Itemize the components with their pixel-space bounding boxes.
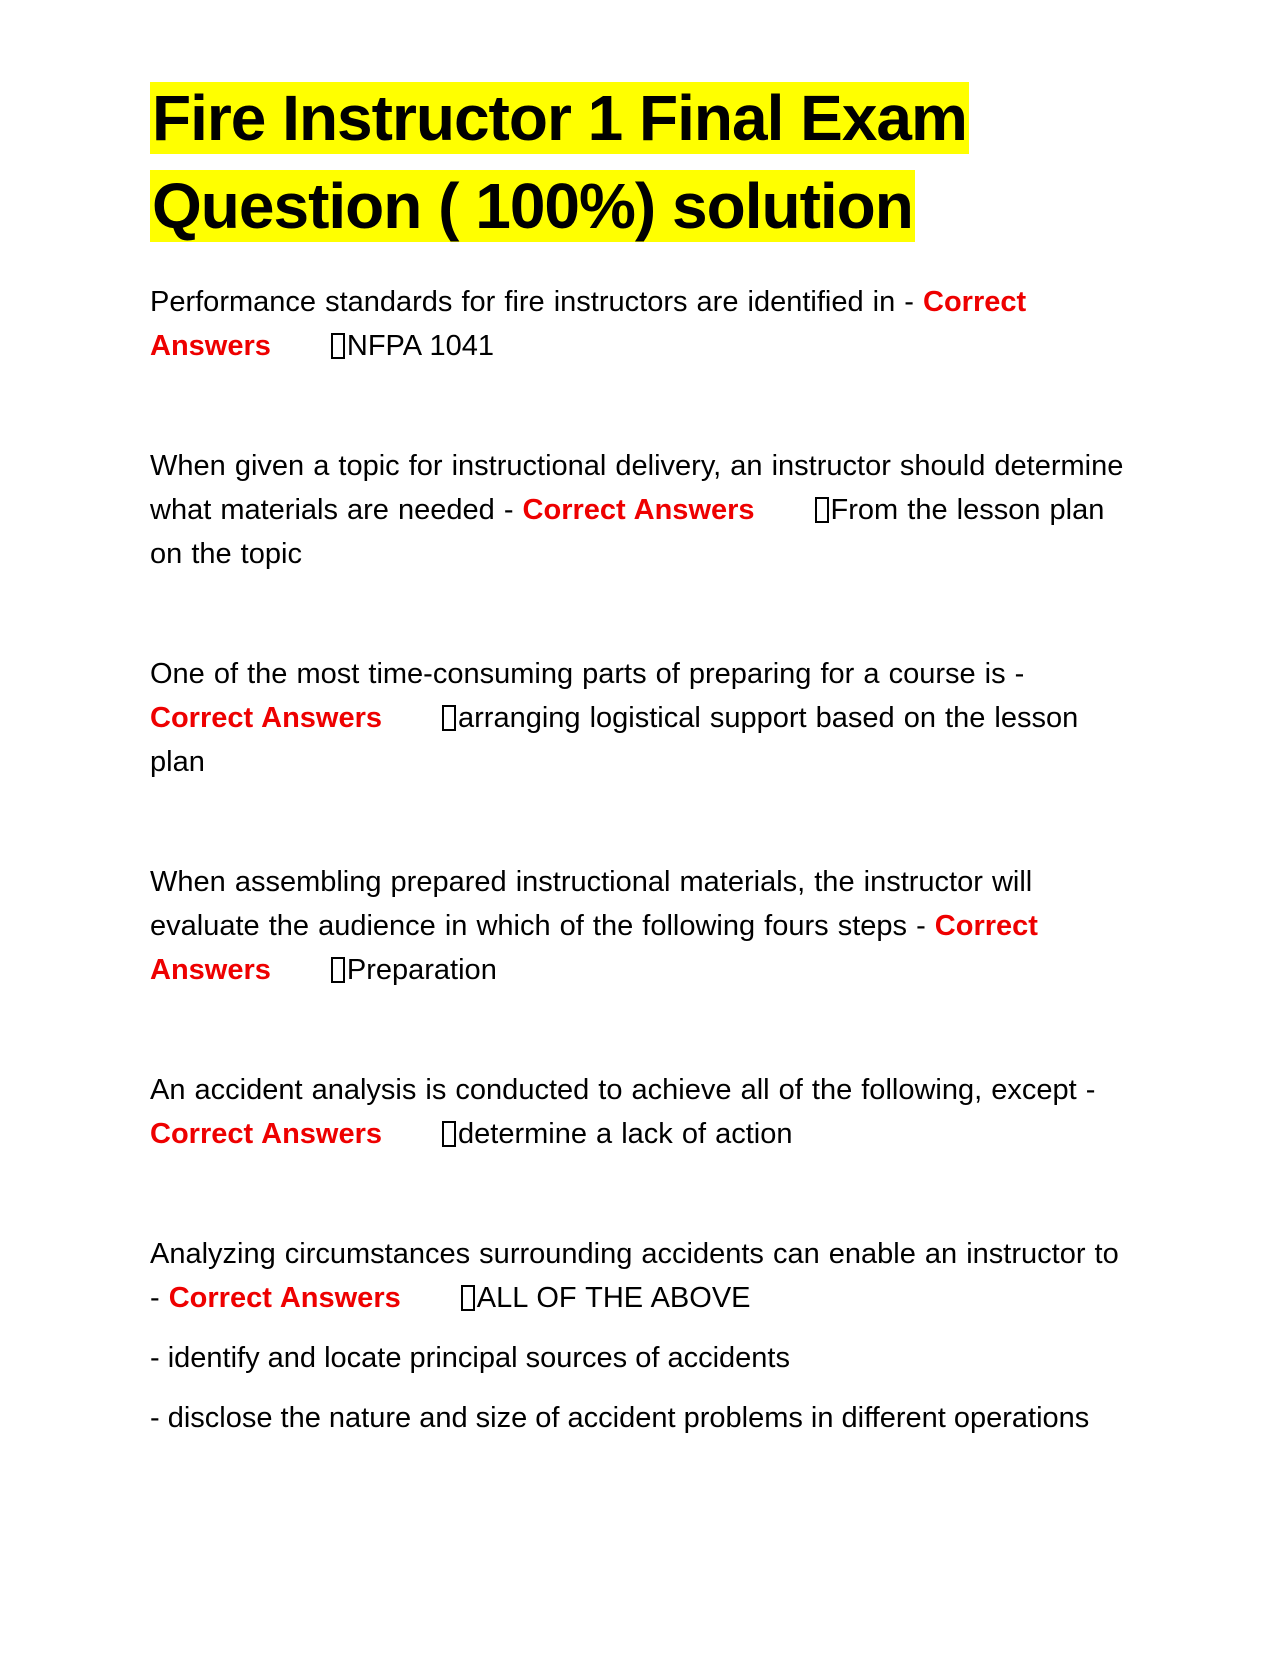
checkbox-glyph-icon xyxy=(331,333,345,359)
question-text: One of the most time-consuming parts of preparing for a course is - xyxy=(150,658,1025,690)
answer-text: NFPA 1041 xyxy=(346,330,495,362)
checkbox-glyph-icon xyxy=(461,1285,475,1311)
question-text: Performance standards for fire instructors are identified in - xyxy=(150,286,923,318)
answer-text: determine a lack of action xyxy=(458,1118,793,1150)
document-page xyxy=(150,74,1130,1440)
question-text: Analyzing circumstances surrounding accidents can enable an instructor to - xyxy=(150,1238,1119,1314)
qa-list xyxy=(150,280,1130,1440)
answer-text: arranging logistical support based on the lesson plan xyxy=(150,702,1079,778)
answer-text: Preparation xyxy=(346,954,497,986)
correct-answers-label: Correct Answers xyxy=(168,1282,401,1314)
answer-text: ALL OF THE ABOVE xyxy=(476,1282,751,1314)
answer-subline: - identify and locate principal sources of accidents xyxy=(150,1342,790,1374)
correct-answers-label: Correct Answers xyxy=(150,1118,383,1150)
correct-answers-label: Correct Answers xyxy=(150,910,1038,986)
qa-item xyxy=(150,1068,1130,1156)
answer-subline: - disclose the nature and size of accident problems in different operations xyxy=(150,1402,1090,1434)
checkbox-glyph-icon xyxy=(442,705,456,731)
question-text: An accident analysis is conducted to achieve all of the following, except - xyxy=(150,1074,1096,1106)
answer-text: From the lesson plan on the topic xyxy=(150,494,1105,570)
qa-item xyxy=(150,652,1130,784)
question-text: When assembling prepared instructional materials, the instructor will evaluate the audience in which of the following fours steps - xyxy=(150,866,1033,942)
checkbox-glyph-icon xyxy=(331,957,345,983)
qa-item xyxy=(150,1232,1130,1320)
checkbox-glyph-icon xyxy=(815,497,829,523)
title-line-2: Question ( 100%) solution xyxy=(152,170,913,242)
qa-item xyxy=(150,280,1130,368)
document-title xyxy=(150,74,1130,250)
title-line-1: Fire Instructor 1 Final Exam xyxy=(152,82,967,154)
qa-item xyxy=(150,444,1130,576)
correct-answers-label: Correct Answers xyxy=(522,494,755,526)
checkbox-glyph-icon xyxy=(442,1121,456,1147)
correct-answers-label: Correct Answers xyxy=(150,286,1027,362)
qa-item xyxy=(150,860,1130,992)
correct-answers-label: Correct Answers xyxy=(150,702,383,734)
question-text: When given a topic for instructional delivery, an instructor should determine what materials are needed - xyxy=(150,450,1124,526)
